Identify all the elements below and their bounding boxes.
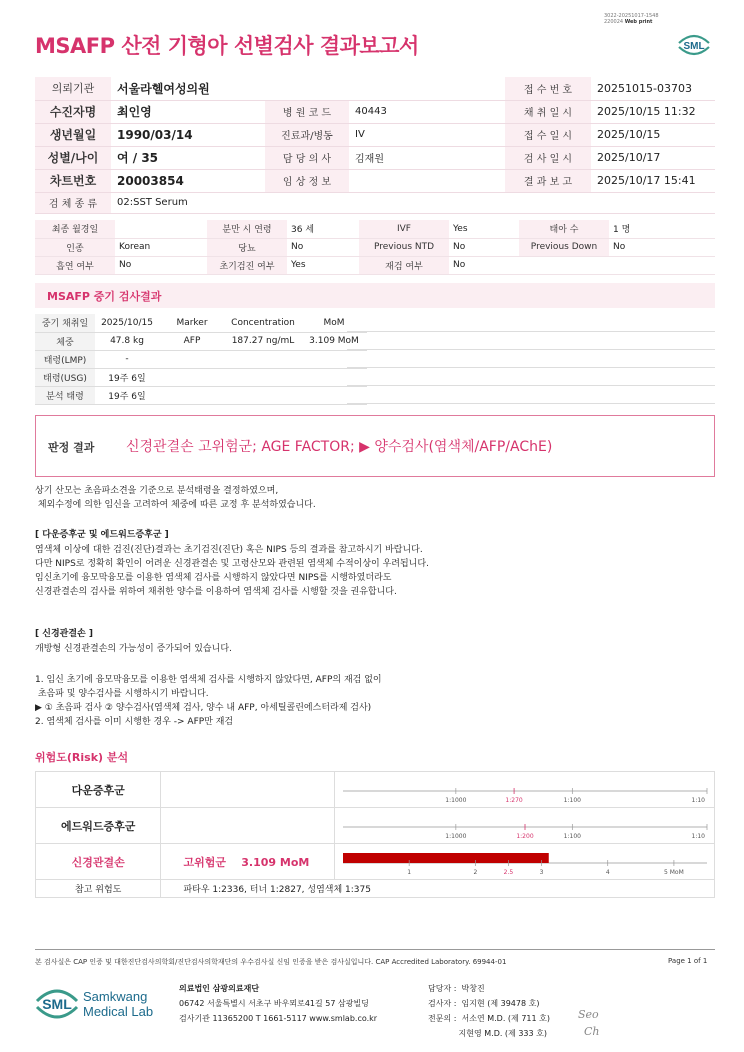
samkwang-logo-icon: [35, 983, 165, 1027]
print-id: 3022-20251017-1548: [604, 13, 659, 19]
risk-table: [35, 771, 715, 898]
web-print-label: Web print: [624, 19, 653, 25]
label-previous-ntd: Previous NTD: [359, 238, 449, 256]
label-smoking: 흡연 여부: [35, 256, 115, 274]
chart-no: 20003854: [111, 169, 265, 192]
marker-header: Marker: [159, 314, 225, 332]
smoking: No: [115, 256, 207, 274]
risk-edwards-result: [161, 808, 335, 844]
clinical-info: [349, 169, 505, 192]
ntd-text: 개방형 신경관결손의 가능성이 증가되어 있습니다.: [35, 644, 232, 654]
label-ga-lmp: 태령(LMP): [35, 350, 95, 368]
label-age-at-delivery: 분만 시 연령: [207, 220, 287, 238]
signature: [578, 1008, 600, 1038]
signature-1: Seo: [578, 1008, 599, 1021]
sml-logo-text: SML: [683, 41, 705, 52]
first-trimester-test: Yes: [287, 256, 359, 274]
mom-bar: [343, 853, 549, 863]
down-edwards-heading-text: [ 다운증후군 및 에드워드증후군 ]: [35, 530, 169, 540]
measurement-table: [35, 314, 367, 405]
ivf: Yes: [449, 220, 519, 238]
empty-cell: [159, 386, 225, 404]
risk-down-result: [161, 772, 335, 808]
risk-edwards-scale: [334, 808, 714, 844]
analysis-note: 상기 산모는 초음파소견을 기준으로 분석태령을 결정하였으며, 체외수정에 의한 임신을 고려하여 체중에 따른 교정 후 분석하였습니다.: [35, 486, 316, 510]
doctor: 김재원: [349, 146, 505, 169]
footer-divider: [35, 949, 715, 950]
recommendation-text: 1. 임신 초기에 융모막융모를 이용한 염색체 검사를 시행하지 않았다면, AFP의 재검 없이 초음파 및 양수검사를 시행하시기 바랍니다. ▶ ① 초음파 검사 ② 양수검사(염색체 검사, 양수 내 AFP, 아세틸콜린에스터라제 검사) 2. 염색체 검사를 이미 시행한 경우 -> AFP만 재검: [35, 675, 382, 727]
tick-label: 1: [407, 869, 412, 876]
fetus-count: 1 명: [609, 220, 715, 238]
tick-label: 1:1000: [445, 797, 467, 804]
institution-contact: 검사기관 11365200 T 1661-5117 www.smlab.co.kr: [179, 1014, 378, 1023]
diabetes: No: [287, 238, 359, 256]
empty-cell: [225, 386, 301, 404]
ntd-mom-chart: [335, 844, 713, 876]
empty-cell: [225, 368, 301, 386]
verdict-box: [35, 415, 715, 477]
previous-down: No: [609, 238, 715, 256]
risk-title: 위험도(Risk) 분석: [35, 751, 129, 764]
label-first-trimester-test: 초기검진 여부: [207, 256, 287, 274]
risk-value-label: 1:200: [516, 833, 534, 840]
label-collection-time: 채 취 일 시: [505, 100, 591, 123]
label-midterm-date: 중기 채취일: [35, 314, 95, 332]
risk-down-label: 다운증후군: [36, 772, 161, 808]
concentration-value: 187.27 ng/mL: [225, 332, 301, 350]
risk-down-scale: [334, 772, 714, 808]
reference-risk-text: 파타우 1:2336, 터너 1:2827, 성염색체 1:375: [161, 880, 715, 898]
test-date: 2025/10/17: [591, 146, 715, 169]
age-at-delivery: 36 세: [287, 220, 359, 238]
label-chart-no: 차트번호: [35, 169, 111, 192]
tick-label: 4: [605, 869, 610, 876]
label-department: 진료과/병동: [265, 123, 349, 146]
specimen: 02:SST Serum: [111, 192, 715, 213]
down-risk-chart: [335, 772, 713, 804]
tick-label: 1:10: [691, 833, 705, 840]
ga-analysis: 19주 6일: [95, 386, 159, 404]
label-requesting-org: 의뢰기관: [35, 77, 111, 100]
empty-cell: [225, 350, 301, 368]
midterm-date: 2025/10/15: [95, 314, 159, 332]
label-doctor: 담 당 의 사: [265, 146, 349, 169]
label-sex-age: 성별/나이: [35, 146, 111, 169]
label-report-time: 결 과 보 고: [505, 169, 591, 192]
label-diabetes: 당뇨: [207, 238, 287, 256]
label-weight: 체중: [35, 332, 95, 350]
receipt-no: 20251015-03703: [591, 77, 715, 100]
clinical-factors-table: [35, 220, 715, 275]
accreditation-note: 본 검사실은 CAP 인증 및 대한진단검사의학회/진단검사의학재단의 우수검사실 신임 인증을 받은 검사실입니다. CAP Accredited Laboratory. 69944-01: [35, 958, 507, 966]
down-edwards-heading: [35, 528, 169, 542]
weight: 47.8 kg: [95, 332, 159, 350]
ga-usg: 19주 6일: [95, 368, 159, 386]
ntd-heading-text: [ 신경관결손 ]: [35, 629, 93, 639]
previous-ntd: No: [449, 238, 519, 256]
label-ga-usg: 태령(USG): [35, 368, 95, 386]
label-ga-analysis: 분석 태령: [35, 386, 95, 404]
label-fetus-count: 태아 수: [519, 220, 609, 238]
empty-cell: [609, 256, 715, 274]
tick-label: 3: [539, 869, 544, 876]
institution-info: [179, 981, 377, 1026]
tick-label: 1:100: [563, 797, 581, 804]
risk-value-label: 1:270: [505, 797, 523, 804]
mom-value: 3.109 MoM: [301, 332, 367, 350]
risk-edwards-label: 에드워드증후군: [36, 808, 161, 844]
svg-text:SML: SML: [42, 996, 72, 1012]
collection-time: 2025/10/15 11:32: [591, 100, 715, 123]
section-title: MSAFP 중기 검사결과: [47, 290, 162, 303]
retest: No: [449, 256, 519, 274]
label-test-date: 검 사 일 시: [505, 146, 591, 169]
lmp: [115, 220, 207, 238]
ntd-result-level: 고위험군: [183, 855, 226, 869]
label-lmp: 최종 월경일: [35, 220, 115, 238]
label-receipt-no: 접 수 번 호: [505, 77, 591, 100]
print-code: 220024: [604, 19, 624, 25]
reference-risk-label: 참고 위험도: [36, 880, 161, 898]
print-meta: [604, 13, 659, 25]
hospital-code: 40443: [349, 100, 505, 123]
signature-2: Ch: [584, 1025, 600, 1038]
report-time: 2025/10/17 15:41: [591, 169, 715, 192]
empty-measure-grid: [347, 314, 715, 404]
institution-name: 의료법인 삼광의료재단: [179, 984, 260, 993]
patient-info-table: [35, 77, 715, 214]
edwards-risk-chart: [335, 808, 713, 840]
sml-logo-icon: [676, 31, 712, 59]
concentration-header: Concentration: [225, 314, 301, 332]
marker-value: AFP: [159, 332, 225, 350]
label-ivf: IVF: [359, 220, 449, 238]
tick-label: 1:10: [691, 797, 705, 804]
institution-address: 06742 서울특별시 서초구 바우뫼로41길 57 삼광빌딩: [179, 999, 369, 1008]
sex-age: 여 / 35: [111, 146, 265, 169]
label-race: 인종: [35, 238, 115, 256]
empty-cell: [519, 256, 609, 274]
label-previous-down: Previous Down: [519, 238, 609, 256]
tick-label: 1:1000: [445, 833, 467, 840]
section-header: [35, 283, 715, 308]
brand-line-2: Medical Lab: [83, 1004, 154, 1019]
label-dob: 생년월일: [35, 123, 111, 146]
staff-info: 담당자 : 박창진 검사자 : 임지현 (제 39478 호) 전문의 : 서소연 M.D. (제 711 호) 지현영 M.D. (제 333 호): [428, 984, 550, 1038]
page-number: Page 1 of 1: [668, 957, 708, 965]
ntd-result-mom: 3.109 MoM: [241, 855, 310, 869]
label-receipt-date: 접 수 일 시: [505, 123, 591, 146]
dob: 1990/03/14: [111, 123, 265, 146]
race: Korean: [115, 238, 207, 256]
department: IV: [349, 123, 505, 146]
label-specimen: 검 체 종 류: [35, 192, 111, 213]
page-title: MSAFP 산전 기형아 선별검사 결과보고서: [35, 34, 419, 58]
brand-line-1: Samkwang: [83, 989, 148, 1004]
ga-lmp: -: [95, 350, 159, 368]
mom-header: MoM: [301, 314, 367, 332]
verdict-value: 신경관결손 고위험군; AGE FACTOR; ▶ 양수검사(염색체/AFP/AChE): [126, 439, 553, 455]
label-clinical-info: 임 상 정 보: [265, 169, 349, 192]
patient-name: 최인영: [111, 100, 265, 123]
tick-label: 2: [473, 869, 478, 876]
risk-ntd-scale: [334, 844, 714, 880]
ntd-heading: [35, 627, 93, 641]
requesting-org: 서울라헬여성의원: [111, 77, 505, 100]
tick-label: 5 MoM: [664, 869, 684, 876]
tick-label: 1:100: [563, 833, 581, 840]
label-hospital-code: 병 원 코 드: [265, 100, 349, 123]
risk-ntd-label: 신경관결손: [36, 844, 161, 880]
risk-ntd-result: [161, 844, 335, 880]
verdict-label: 판정 결과: [48, 441, 95, 454]
down-edwards-text: 염색체 이상에 대한 검진(진단)결과는 초기검진(진단) 혹은 NIPS 등의 결과를 참고하시기 바랍니다. 다만 NIPS로 정확히 확인이 어려운 신경관결손 및 고령산모와 관련된 염색체 수적이상이 우려됩니다. 임신초기에 융모막융모를 이용한 염색체 검사를 시행하지 않았다면 NIPS를 시행하였더라도 신경관결손의 검사를 위하여 채취한 양수를 이용하여 염색체 검사를 시행할 것을 권유합니다.: [35, 545, 429, 597]
empty-cell: [159, 368, 225, 386]
receipt-date: 2025/10/15: [591, 123, 715, 146]
empty-cell: [159, 350, 225, 368]
tick-label: 2.5: [503, 869, 514, 876]
label-patient-name: 수진자명: [35, 100, 111, 123]
label-retest: 재검 여부: [359, 256, 449, 274]
